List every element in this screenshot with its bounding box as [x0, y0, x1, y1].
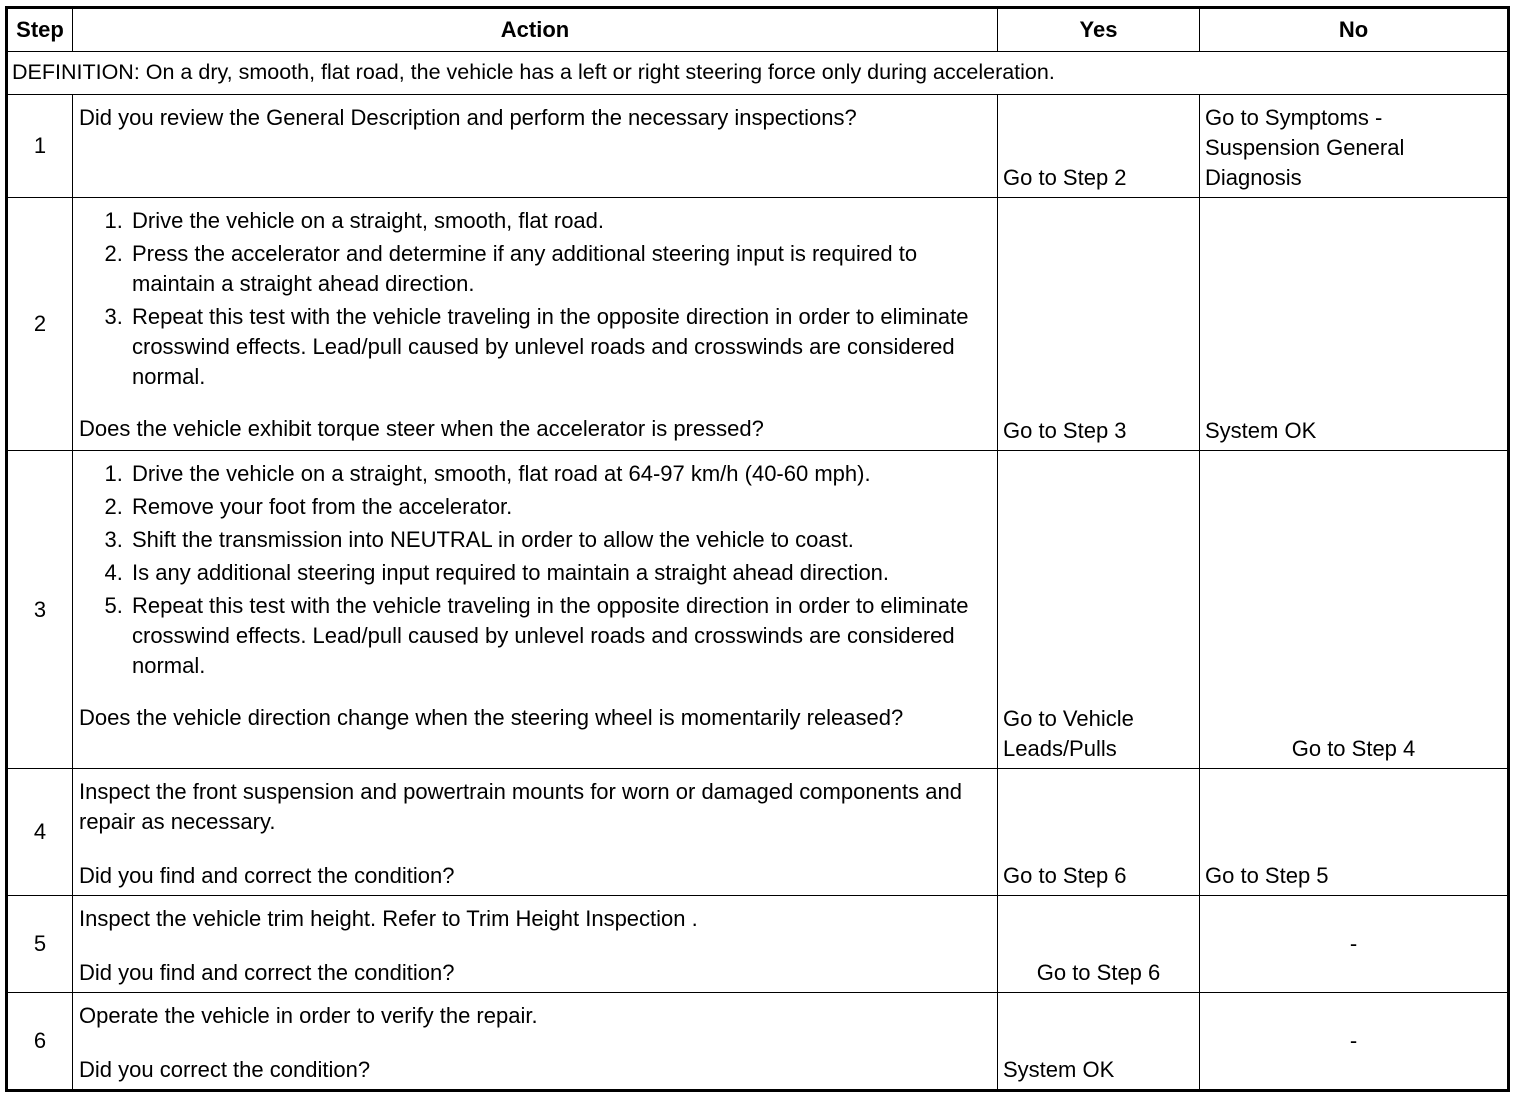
question-text: Does the vehicle exhibit torque steer when the accelerator is pressed? — [79, 416, 764, 441]
question-text: Did you find and correct the condition? — [79, 863, 455, 888]
list-item: 5. Repeat this test with the vehicle traveling in the opposite direction in order to eliminate crosswind effects. Lead/pull caused by unlevel roads and crosswinds are considered normal. — [129, 591, 991, 681]
header-no: No — [1200, 8, 1509, 52]
yes-cell: Go to Step 3 — [998, 198, 1200, 451]
yes-cell: Go to Step 6 — [998, 769, 1200, 896]
step-number: 2 — [7, 198, 73, 451]
action-cell — [73, 896, 998, 993]
action-text: Inspect the front suspension and powertrain mounts for worn or damaged components and repair as necessary. — [79, 779, 962, 834]
action-cell — [73, 451, 998, 769]
list-item: 4. Is any additional steering input required to maintain a straight ahead direction. — [129, 558, 991, 588]
header-row — [7, 8, 1509, 52]
procedure-list — [79, 459, 991, 681]
header-yes: Yes — [998, 8, 1200, 52]
step-number: 1 — [7, 95, 73, 198]
header-action: Action — [73, 8, 998, 52]
action-text: Did you review the General Description and perform the necessary inspections? — [79, 105, 857, 130]
action-text: Inspect the vehicle trim height. Refer to Trim Height Inspection . — [79, 906, 698, 931]
question-text: Did you find and correct the condition? — [79, 960, 455, 985]
action-cell — [73, 198, 998, 451]
table-row — [7, 95, 1509, 198]
step-number: 4 — [7, 769, 73, 896]
table-row — [7, 769, 1509, 896]
yes-cell: Go to Vehicle Leads/Pulls — [998, 451, 1200, 769]
table-row — [7, 896, 1509, 993]
list-item: 2. Press the accelerator and determine if any additional steering input is required to maintain a straight ahead direction. — [129, 239, 991, 299]
definition-text: DEFINITION: On a dry, smooth, flat road, the vehicle has a left or right steering force only during acceleration. — [7, 52, 1509, 95]
no-cell: Go to Step 4 — [1200, 451, 1509, 769]
table-row — [7, 451, 1509, 769]
yes-cell: Go to Step 2 — [998, 95, 1200, 198]
question-text: Did you correct the condition? — [79, 1057, 371, 1082]
list-item: 3. Shift the transmission into NEUTRAL in order to allow the vehicle to coast. — [129, 525, 991, 555]
procedure-list — [79, 206, 991, 392]
yes-cell: Go to Step 6 — [998, 896, 1200, 993]
table-row — [7, 993, 1509, 1091]
no-cell: System OK — [1200, 198, 1509, 451]
yes-cell: System OK — [998, 993, 1200, 1091]
list-item: 3. Repeat this test with the vehicle traveling in the opposite direction in order to eliminate crosswind effects. Lead/pull caused by unlevel roads and crosswinds are considered normal. — [129, 302, 991, 392]
action-cell — [73, 769, 998, 896]
no-cell: Go to Step 5 — [1200, 769, 1509, 896]
diagnostic-table — [5, 6, 1510, 1092]
no-cell: - — [1200, 896, 1509, 993]
no-cell: Go to Symptoms - Suspension General Diagnosis — [1200, 95, 1509, 198]
header-step: Step — [7, 8, 73, 52]
definition-row — [7, 52, 1509, 95]
action-cell — [73, 95, 998, 198]
step-number: 3 — [7, 451, 73, 769]
list-item: 1. Drive the vehicle on a straight, smooth, flat road. — [129, 206, 991, 236]
no-cell: - — [1200, 993, 1509, 1091]
step-number: 6 — [7, 993, 73, 1091]
list-item: 1. Drive the vehicle on a straight, smooth, flat road at 64-97 km/h (40-60 mph). — [129, 459, 991, 489]
step-number: 5 — [7, 896, 73, 993]
table-row — [7, 198, 1509, 451]
action-text: Operate the vehicle in order to verify the repair. — [79, 1003, 538, 1028]
action-cell — [73, 993, 998, 1091]
list-item: 2. Remove your foot from the accelerator. — [129, 492, 991, 522]
question-text: Does the vehicle direction change when the steering wheel is momentarily released? — [79, 705, 904, 730]
